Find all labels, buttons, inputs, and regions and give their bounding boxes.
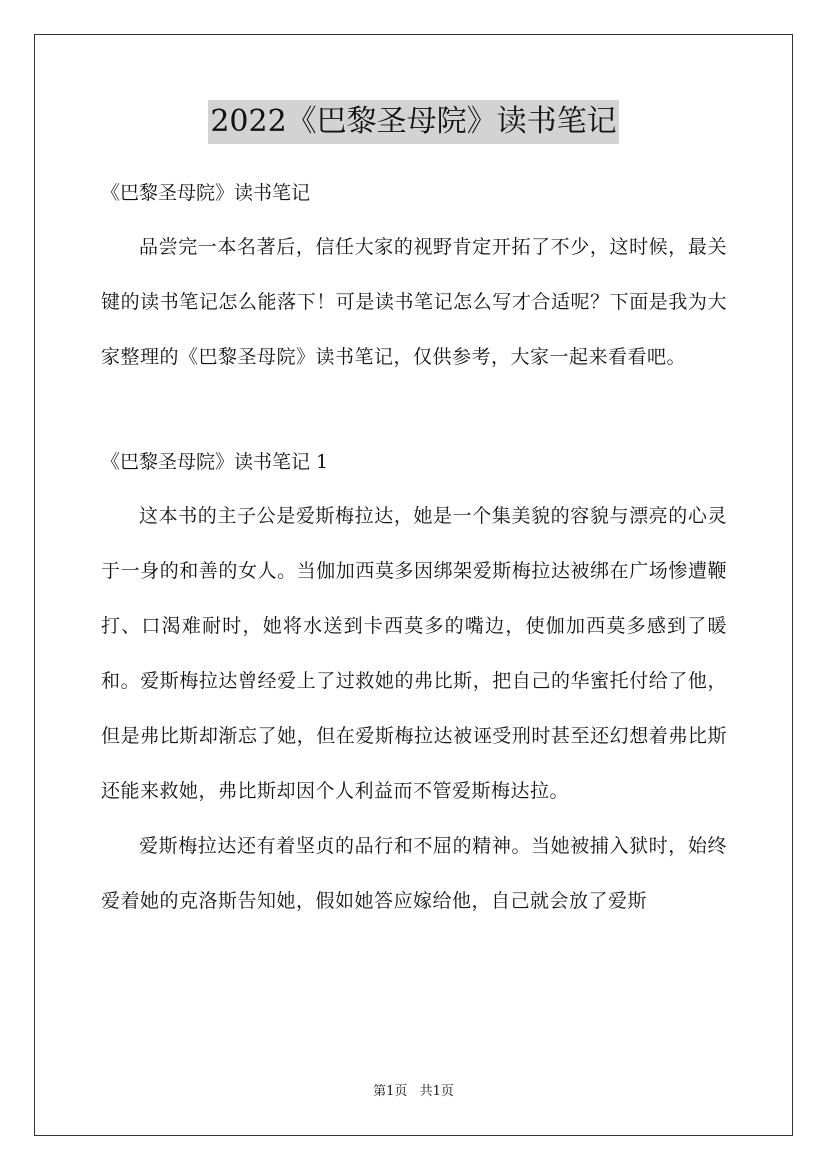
document-body (101, 166, 727, 929)
page-footer (0, 1082, 827, 1102)
document-title: 2022《巴黎圣母院》读书笔记 (208, 100, 618, 144)
section-heading: 《巴黎圣母院》读书笔记 (101, 182, 311, 204)
paragraph-2: 爱斯梅拉达还有着坚贞的品行和不屈的精神。当她被捕入狱时，始终爱着她的克洛斯告知她，假如她答应嫁给他，自己就会放了爱斯 (101, 835, 727, 912)
page-number: 第1页 (373, 1084, 408, 1099)
blank-line (101, 385, 727, 435)
document-title-block (0, 100, 827, 144)
subheading-1: 《巴黎圣母院》读书笔记 1 (101, 451, 329, 473)
total-pages: 共1页 (419, 1084, 454, 1099)
intro-paragraph: 品尝完一本名著后，信任大家的视野肯定开拓了不少，这时候，最关键的读书笔记怎么能落下！可是读书笔记怎么写才合适呢？下面是我为大家整理的《巴黎圣母院》读书笔记，仅供参考，大家一起来看看吧。 (101, 236, 727, 368)
paragraph-1: 这本书的主子公是爱斯梅拉达，她是一个集美貌的容貌与漂亮的心灵于一身的和善的女人。当伽加西莫多因绑架爱斯梅拉达被绑在广场惨遭鞭打、口渴难耐时，她将水送到卡西莫多的嘴边，使伽加西莫多感到了暖和。爱斯梅拉达曾经爱上了过救她的弗比斯，把自己的华蜜托付给了他，但是弗比斯却渐忘了她，但在爱斯梅拉达被诬受刑时甚至还幻想着弗比斯还能来救她，弗比斯却因个人利益而不管爱斯梅达拉。 (101, 505, 727, 802)
